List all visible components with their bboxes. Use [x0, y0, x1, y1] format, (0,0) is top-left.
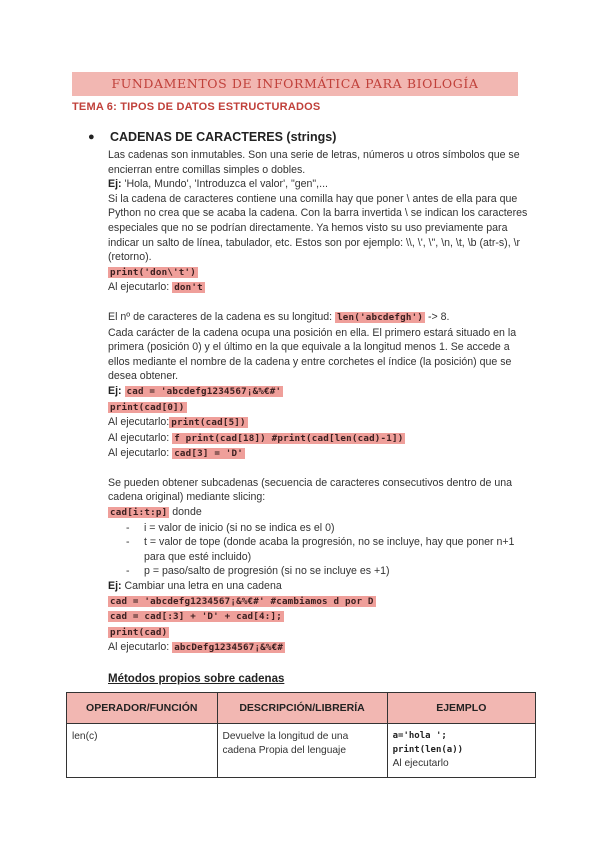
column-header: OPERADOR/FUNCIÓN	[67, 693, 218, 724]
example-label: Ej:	[108, 384, 122, 397]
slice-syntax-line	[108, 505, 528, 521]
code-line-1	[108, 265, 528, 281]
section-title: CADENAS DE CARACTERES (strings)	[110, 130, 337, 144]
course-title-banner: FUNDAMENTOS DE INFORMÁTICA PARA BIOLOGÍA	[72, 72, 518, 96]
example-label: Ej:	[108, 580, 122, 593]
paragraph-immutable: Las cadenas son inmutables. Son una serie de letras, números u otros símbolos que se encierran entre comillas simples o dobles.	[108, 149, 520, 176]
result-label: Al ejecutarlo:	[108, 641, 170, 654]
list-item: - i = valor de inicio (si no se indica es el 0)	[126, 521, 335, 534]
example-line-2	[108, 384, 528, 400]
list-item: - t = valor de tope (donde acaba la progresión, no se incluye, hay que poner n+1 para que esté incluido)	[126, 536, 515, 563]
code-snippet: print(cad[5])	[171, 417, 246, 429]
topic-heading: TEMA 6: TIPOS DE DATOS ESTRUCTURADOS	[72, 101, 321, 113]
operator-cell: len(c)	[67, 724, 218, 778]
paragraph-length	[108, 310, 528, 326]
result-label: Al ejecutarlo:	[108, 431, 170, 444]
paragraph-index: Cada carácter de la cadena ocupa una posición en ella. El primero estará situado en la primera (posición 0) y el último en la que equivale a la longitud menos 1. Se accede a ellos mediante el nombre de la cadena y entre corchetes el índice (la posición) que se desea obtener.	[108, 326, 517, 383]
code-result: don't	[174, 282, 203, 294]
length-result: -> 8.	[425, 310, 450, 323]
code-snippet: f print(cad[18]) #print(cad[len(cad)-1])	[174, 432, 404, 444]
methods-table	[66, 692, 536, 778]
column-header: DESCRIPCIÓN/LIBRERÍA	[217, 693, 387, 724]
dash-icon: -	[126, 565, 130, 578]
methods-heading: Métodos propios sobre cadenas	[108, 673, 285, 685]
paragraph-slicing: Se pueden obtener subcadenas (secuencia de caracteres consecutivos dentro de una cadena original) mediante slicing:	[108, 476, 513, 504]
code-line-7	[108, 609, 528, 625]
result-line-4	[108, 446, 528, 462]
result-label: Al ejecutarlo:	[108, 416, 170, 429]
code-snippet: cad = 'abcdefg1234567¡&%€#'	[126, 385, 282, 397]
bullet-icon: ●	[88, 131, 95, 143]
example-text: Al ejecutarlo	[392, 758, 449, 769]
code-snippet: cad = cad[:3] + 'D' + cad[4:];	[110, 611, 282, 623]
code-slice: cad[i:t:p]	[110, 507, 168, 519]
code-result: abcDefg1234567¡&%€#	[174, 642, 284, 654]
code-len: len('abcdefgh')	[337, 311, 424, 323]
code-line-6	[108, 594, 528, 610]
column-header: EJEMPLO	[387, 693, 535, 724]
description-cell: Devuelve la longitud de una cadena Propia del lenguaje	[217, 724, 387, 778]
code-line-8	[108, 625, 528, 641]
example-text: Cambiar una letra en una cadena	[121, 580, 282, 593]
table-header-row	[67, 693, 536, 724]
example-label: Ej:	[108, 178, 122, 191]
dash-icon: -	[126, 521, 130, 534]
result-label: Al ejecutarlo:	[108, 447, 170, 460]
length-text: El nº de caracteres de la cadena es su longitud:	[108, 310, 333, 323]
result-line-5	[108, 640, 528, 656]
slice-text: donde	[169, 506, 202, 519]
slice-params-list	[108, 521, 528, 579]
code-snippet: print(cad)	[110, 626, 168, 638]
table-row	[67, 724, 536, 778]
example-cell	[387, 724, 535, 778]
example-line-1	[108, 177, 528, 192]
result-line-1	[108, 280, 528, 296]
result-label: Al ejecutarlo:	[108, 281, 170, 294]
example-code-line: print(len(a))	[392, 744, 464, 755]
paragraph-escape: Si la cadena de caracteres contiene una comilla hay que poner \ antes de ella para que Python no crea que se acaba la cadena. Con la barra invertida \ se indican los caracteres especiales que no se podrían directamente. Ya hemos visto su uso previamente para indicar un salto de línea, tabulador, etc. Estos son por ejemplo: \\, \', \", \n, \t, \b (atr-s), \r (retorno).	[108, 192, 528, 264]
list-item: - p = paso/salto de progresión (si no se incluye es +1)	[126, 565, 390, 578]
example-code-line: a='hola ';	[392, 731, 447, 741]
section-content	[108, 148, 528, 687]
code-snippet: cad[3] = 'D'	[174, 448, 243, 460]
dash-icon: -	[126, 536, 130, 549]
code-line-2	[108, 400, 528, 416]
example-line-3	[108, 579, 528, 594]
result-line-2	[108, 415, 528, 431]
result-line-3	[108, 431, 528, 447]
code-snippet: print(cad[0])	[110, 401, 185, 413]
code-snippet: print('don\'t')	[110, 266, 196, 278]
code-snippet: cad = 'abcdefg1234567¡&%€#' #cambiamos d por D	[110, 595, 374, 607]
example-text: 'Hola, Mundo', 'Introduzca el valor', "gen",...	[121, 178, 328, 191]
